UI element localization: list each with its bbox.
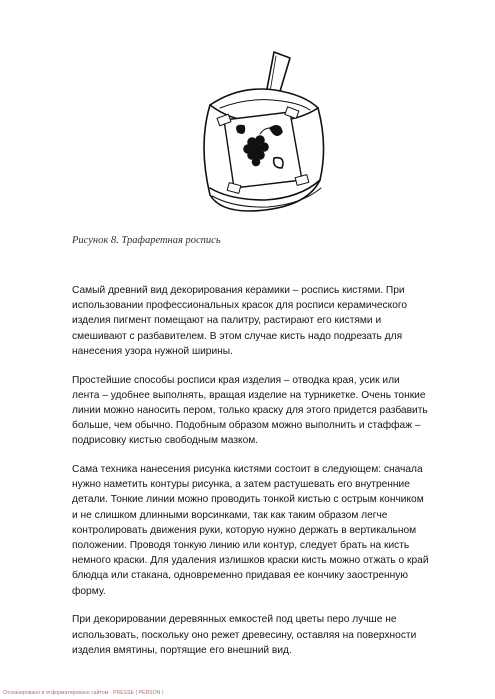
article-body bbox=[72, 283, 430, 671]
paragraph-3: Сама техника нанесения рисунка кистями состоит в следующем: сначала нужно наметить контуры рисунка, а затем растушевать его внутренние детали. Тонкие линии можно проводить тонкой кистью с острым кончиком и не слишком длинными ворсинками, так как таким образом легче контролировать движения руки, которую нужно держать в вертикальном положении. Проводя тонкую линию или контур, следует брать на кисть немного краски. Для удаления излишков краски кисть можно отжать о край блюдца или стакана, одновременно придавая ее кончику заостренную форму. bbox=[72, 464, 429, 597]
paragraph-4: При декорировании деревянных емкостей под цветы перо лучше не использовать, поскольку оно режет древесину, оставляя на поверхности изделия вмятины, портящие его внешний вид. bbox=[72, 614, 417, 656]
stencil-painting-illustration bbox=[190, 50, 340, 220]
paragraph-1: Самый древний вид декорирования керамики – роспись кистями. При использовании профессиональных красок для росписи керамического изделия пигмент помещают на палитру, растирают его кистями и смешивают с разбавителем. В этом случае кисть надо подрезать для нанесения узора нужной ширины. bbox=[72, 285, 408, 357]
figure-caption: Рисунок 8. Трафаретная роспись bbox=[72, 235, 221, 246]
paragraph-2: Простейшие способы росписи края изделия – отводка края, усик или лента – удобнее выполнять, вращая изделие на турникетке. Очень тонкие линии можно наносить пером, только краску для этого придется разбавить больше, чем обычно. Подобным образом можно выполнить и стаффаж – подрисовку кистью свободным мазком. bbox=[72, 374, 428, 447]
footer-note: Отсканировано и отформатировано сайтом · PRESSE ( PERSON ) bbox=[3, 690, 164, 696]
